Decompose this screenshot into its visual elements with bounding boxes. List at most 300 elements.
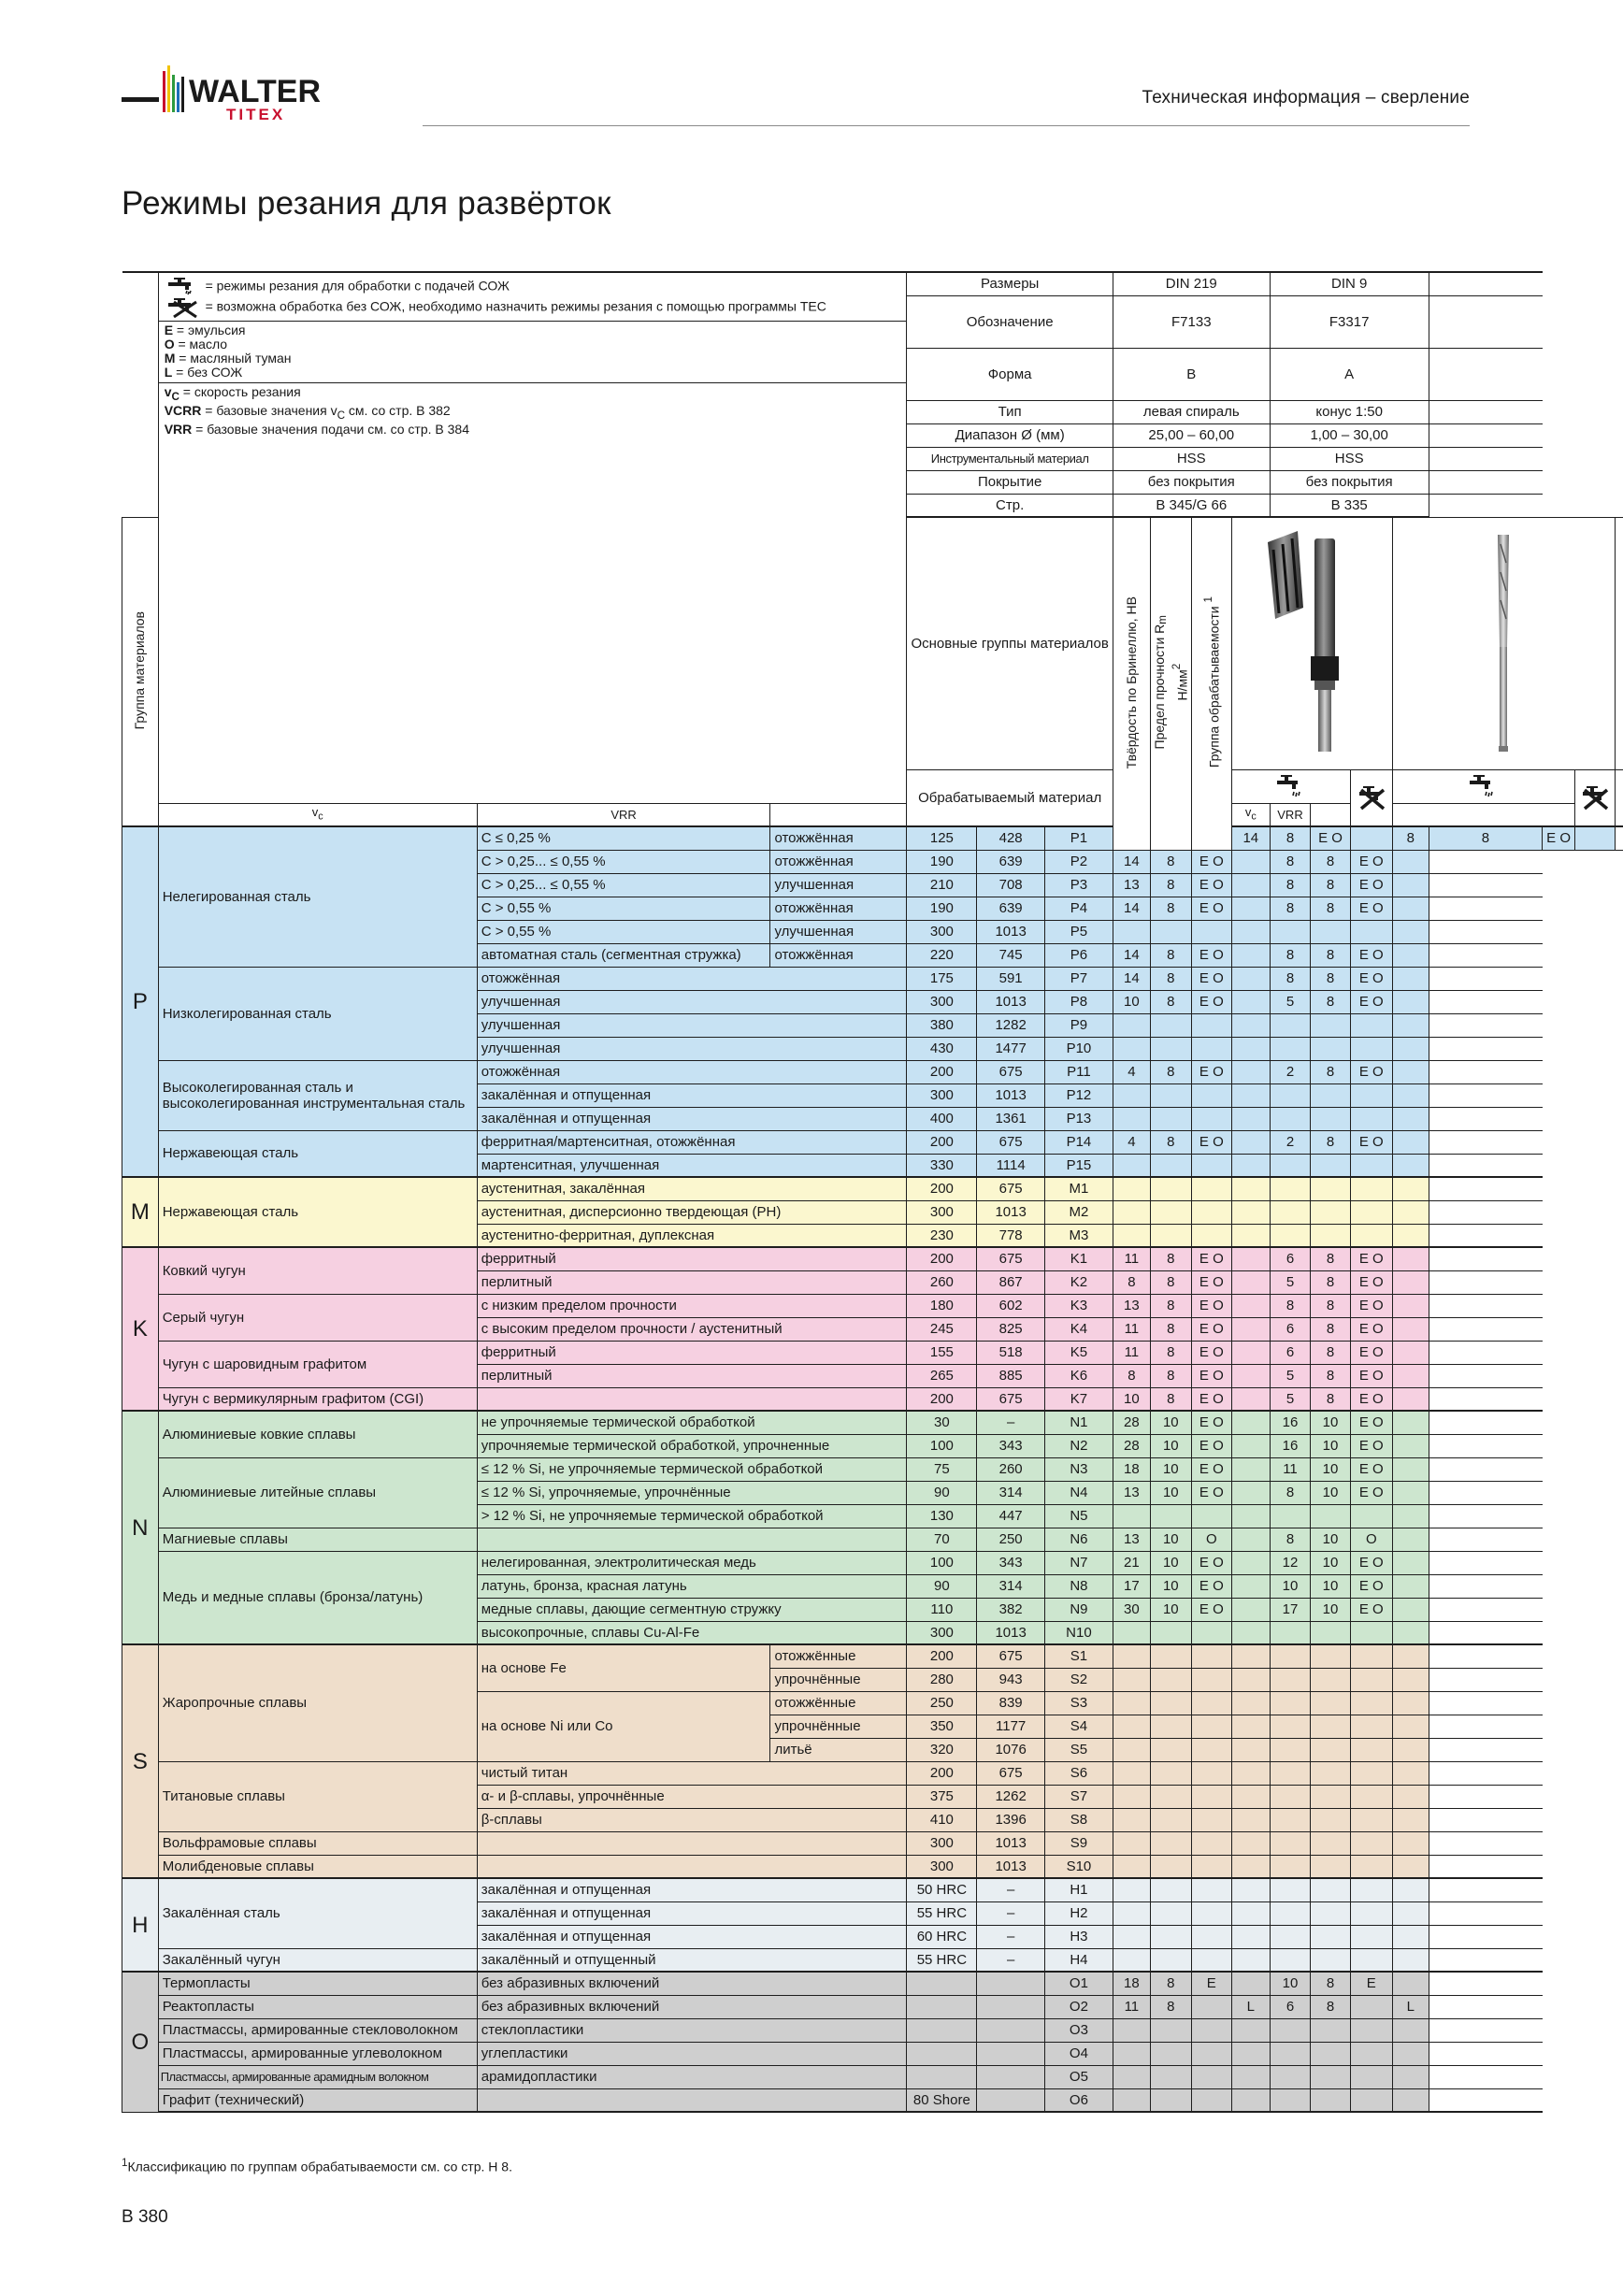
tool1-vrr [1150, 1083, 1191, 1107]
hardness-value [907, 2018, 977, 2042]
machinability-code: P10 [1045, 1037, 1113, 1060]
tool1-vrr: 8 [1150, 990, 1191, 1013]
tool1-coolant: E O [1191, 1060, 1231, 1083]
vc-header: $v_c$ [158, 803, 477, 826]
tool2-coolant [1350, 1200, 1392, 1224]
hardness-value: 400 [907, 1107, 977, 1130]
tool2-vrr: 8 [1311, 1317, 1350, 1341]
table-row [122, 1177, 1623, 1200]
table-row [122, 2042, 1623, 2065]
blank-cell [1616, 826, 1623, 850]
machinability-code: S7 [1045, 1785, 1113, 1808]
tool1-vrr [1150, 1691, 1191, 1715]
material-subgroup: Высоколегированная сталь и высоколегированная инструментальная сталь [158, 1060, 477, 1130]
material-subgroup: Нержавеющая сталь [158, 1130, 477, 1177]
tool2-coolant: E O [1350, 1598, 1392, 1621]
material-subgroup: Чугун с шаровидным графитом [158, 1341, 477, 1387]
taper-pin-reamer-image [1485, 525, 1522, 759]
material-detail [477, 1831, 907, 1855]
tool1-type: левая спираль [1113, 400, 1270, 423]
hardness-value: 190 [907, 897, 977, 920]
machinability-code: K3 [1045, 1294, 1113, 1317]
tool1-coolant [1191, 1691, 1231, 1715]
machinability-code: M1 [1045, 1177, 1113, 1200]
tool2-vrr: 8 [1311, 1294, 1350, 1317]
strength-value: 675 [977, 1247, 1045, 1270]
table-row [122, 1457, 1623, 1481]
material-subgroup: Пластмассы, армированные арамидным волокном [158, 2065, 477, 2088]
hardness-value: 110 [907, 1598, 977, 1621]
strength-value: 1013 [977, 1083, 1045, 1107]
material-detail: улучшенная [477, 1037, 907, 1060]
tool1-dry [1231, 1504, 1270, 1528]
tool1-dry [1231, 1551, 1270, 1574]
material-detail: C > 0,25... ≤ 0,55 % [477, 850, 770, 873]
strength-value [977, 2088, 1045, 2112]
tool2-vc [1270, 1761, 1311, 1785]
tool2-dry [1392, 2042, 1429, 2065]
tool1-vrr [1150, 1621, 1191, 1644]
material-detail: закалённая и отпущенная [477, 1901, 907, 1925]
tool2-vrr [1311, 2018, 1350, 2042]
material-subgroup: Медь и медные сплавы (бронза/латунь) [158, 1551, 477, 1644]
tool2-vc [1270, 2088, 1311, 2112]
material-detail: C > 0,55 % [477, 920, 770, 943]
tool2-coolant: E O [1350, 873, 1392, 897]
machinability-code: K7 [1045, 1387, 1113, 1411]
tool2-coolant: E O [1350, 1294, 1392, 1317]
material-detail: закалённая и отпущенная [477, 1107, 907, 1130]
tool2-type: конус 1:50 [1270, 400, 1429, 423]
hardness-value: 200 [907, 1177, 977, 1200]
tool1-dry [1231, 1107, 1270, 1130]
tool2-vrr: 8 [1311, 850, 1350, 873]
tool2-vrr: 8 [1311, 897, 1350, 920]
workpiece-header: Обрабатываемый материал [907, 769, 1113, 826]
tool1-vc [1113, 1831, 1150, 1855]
tool1-image [1231, 517, 1392, 769]
tool1-coolant: E O [1191, 1294, 1231, 1317]
blank-cell [1429, 1364, 1543, 1387]
tool1-vrr [1150, 1808, 1191, 1831]
tool1-coolant: E O [1311, 826, 1350, 850]
group-letter-H: H [122, 1878, 159, 1972]
machinability-code: S4 [1045, 1715, 1113, 1738]
material-detail: улучшенная [477, 990, 907, 1013]
hardness-value: 80 Shore [907, 2088, 977, 2112]
material-condition: упрочнённые [770, 1715, 907, 1738]
tool2-dry [1392, 1948, 1429, 1972]
blank-cell [1429, 990, 1543, 1013]
tool2-dry [1392, 1691, 1429, 1715]
tool2-coolant: E O [1350, 1364, 1392, 1387]
tool2-vc: 8 [1270, 1481, 1311, 1504]
tool2-vrr [1311, 1644, 1350, 1668]
tool1-coolant: E O [1191, 1364, 1231, 1387]
tool1-dry [1231, 1013, 1270, 1037]
material-detail: арамидопластики [477, 2065, 907, 2088]
machinability-code: K5 [1045, 1341, 1113, 1364]
tool2-dry [1392, 1177, 1429, 1200]
material-detail: > 12 % Si, не упрочняемые термической обработкой [477, 1504, 907, 1528]
strength-value: 675 [977, 1130, 1045, 1154]
strength-value: 778 [977, 1224, 1045, 1247]
machinability-header: Группа обрабатываемости $^1$ [1191, 517, 1231, 850]
tool2-dry [1392, 1598, 1429, 1621]
tool1-vc: 14 [1113, 967, 1150, 990]
machinability-code: N2 [1045, 1434, 1113, 1457]
tool1-coolant [1191, 1785, 1231, 1808]
machinability-code: O2 [1045, 1995, 1113, 2018]
strength-value: 943 [977, 1668, 1045, 1691]
tool1-coolant: E O [1191, 1481, 1231, 1504]
material-condition: отожжённые [770, 1644, 907, 1668]
tool1-vrr [1150, 1177, 1191, 1200]
tool2-vrr [1311, 2065, 1350, 2088]
tool1-coolant [1191, 2042, 1231, 2065]
tool2-vrr [1311, 2088, 1350, 2112]
tool1-coolant [1191, 1621, 1231, 1644]
tool1-coolant [1191, 1855, 1231, 1878]
material-detail: аустенитная, закалённая [477, 1177, 907, 1200]
material-detail: автоматная сталь (сегментная стружка) [477, 943, 770, 967]
tool1-vc: 18 [1113, 1972, 1150, 1995]
tool1-dry [1231, 1972, 1270, 1995]
tool1-material: HSS [1113, 447, 1270, 470]
hardness-value: 260 [907, 1270, 977, 1294]
tool2-coolant: E O [1543, 826, 1575, 850]
tool1-dry [1231, 1621, 1270, 1644]
machinability-code: P2 [1045, 850, 1113, 873]
blank-cell [1429, 2042, 1543, 2065]
tool1-vc: 18 [1113, 1457, 1150, 1481]
hardness-value: 60 HRC [907, 1925, 977, 1948]
tool2-coolant [1350, 1831, 1392, 1855]
material-detail [477, 2088, 907, 2112]
strength-value: 314 [977, 1481, 1045, 1504]
hardness-value: 300 [907, 1855, 977, 1878]
blank-cell [1429, 920, 1543, 943]
strength-value: 428 [977, 826, 1045, 850]
svg-text:WALTER: WALTER [189, 74, 322, 109]
table-row [122, 1855, 1623, 1878]
tool2-coolant [1350, 1948, 1392, 1972]
material-subgroup: Закалённый чугун [158, 1948, 477, 1972]
hardness-value: 100 [907, 1551, 977, 1574]
tool2-coolant [1350, 1761, 1392, 1785]
blank-cell [1429, 1083, 1543, 1107]
tool1-dry [1231, 920, 1270, 943]
tool1-vc: 13 [1113, 873, 1150, 897]
tool1-vc: 4 [1113, 1060, 1150, 1083]
strength-value: – [977, 1948, 1045, 1972]
tool1-dry [1231, 1925, 1270, 1948]
hardness-value: 200 [907, 1644, 977, 1668]
tool1-dry [1231, 1644, 1270, 1668]
tool1-dry [1231, 873, 1270, 897]
tool2-form: A [1270, 348, 1429, 400]
tool1-dry [1231, 897, 1270, 920]
tool2-dry [1392, 1013, 1429, 1037]
tool1-vrr: 10 [1150, 1457, 1191, 1481]
tool1-vrr: 10 [1150, 1528, 1191, 1551]
tool1-dry [1231, 2065, 1270, 2088]
strength-value: 885 [977, 1364, 1045, 1387]
tool1-vc [1113, 1644, 1150, 1668]
hardness-value [907, 2065, 977, 2088]
tool2-coolant: E O [1350, 967, 1392, 990]
tool1-vc [1113, 2042, 1150, 2065]
tool2-vrr [1311, 1083, 1350, 1107]
alloy-base: на основе Ni или Co [477, 1691, 770, 1761]
tool1-coolant [1191, 2065, 1231, 2088]
tool2-vc [1270, 1224, 1311, 1247]
tool1-dry [1231, 1224, 1270, 1247]
tool1-vrr [1150, 1013, 1191, 1037]
tool2-dry [1392, 1317, 1429, 1341]
strength-value: – [977, 1411, 1045, 1434]
machinability-code: S8 [1045, 1808, 1113, 1831]
tool1-vrr [1150, 1901, 1191, 1925]
tool1-coolant [1191, 2018, 1231, 2042]
tool1-coolant: E O [1191, 1434, 1231, 1457]
tool1-dry [1231, 1574, 1270, 1598]
coolant-tap-icon [165, 277, 202, 297]
group-letter-O: O [122, 1972, 159, 2112]
tool1-vrr: 8 [1150, 1972, 1191, 1995]
blank-cell [1429, 2088, 1543, 2112]
hardness-value [907, 2042, 977, 2065]
tool2-vc: 17 [1270, 1598, 1311, 1621]
hardness-value: 210 [907, 873, 977, 897]
strength-value: 1114 [977, 1154, 1045, 1177]
machinability-code: N5 [1045, 1504, 1113, 1528]
tool2-vc [1270, 2065, 1311, 2088]
header-divider [423, 125, 1470, 126]
blank-cell [1429, 1901, 1543, 1925]
tool2-vrr [1311, 1831, 1350, 1855]
machinability-code: O4 [1045, 2042, 1113, 2065]
blank-cell [1429, 1574, 1543, 1598]
tool1-coolant: E [1191, 1972, 1231, 1995]
blank-cell [1429, 1200, 1543, 1224]
material-subgroup: Закалённая сталь [158, 1878, 477, 1948]
machinability-code: S5 [1045, 1738, 1113, 1761]
tool2-dry [1392, 1411, 1429, 1434]
machinability-code: P15 [1045, 1154, 1113, 1177]
tool1-vc: 13 [1113, 1481, 1150, 1504]
blank-cell [1429, 1644, 1543, 1668]
tool2-vrr: 8 [1311, 1387, 1350, 1411]
tool1-coolant [1191, 1644, 1231, 1668]
strength-value: 1396 [977, 1808, 1045, 1831]
strength-value [977, 1972, 1045, 1995]
tool2-dry [1392, 1060, 1429, 1083]
spec-page-label: Стр. [907, 494, 1113, 517]
hardness-value: 200 [907, 1247, 977, 1270]
tool2-vrr [1311, 1668, 1350, 1691]
tool2-coolant [1350, 2018, 1392, 2042]
tool1-dry [1231, 1177, 1270, 1200]
tool1-dry [1231, 967, 1270, 990]
machinability-code: N8 [1045, 1574, 1113, 1598]
tool2-vrr [1311, 1901, 1350, 1925]
hardness-value: 280 [907, 1668, 977, 1691]
tool2-coolant: E O [1350, 1130, 1392, 1154]
tool2-vrr [1311, 1154, 1350, 1177]
tool2-vrr [1311, 1808, 1350, 1831]
material-detail: β-сплавы [477, 1808, 907, 1831]
material-detail [477, 1855, 907, 1878]
table-row [122, 1387, 1623, 1411]
tool1-vc [1113, 1691, 1150, 1715]
tool1-vrr: 8 [1150, 1387, 1191, 1411]
tool2-vrr [1311, 1715, 1350, 1738]
tool1-vc: 13 [1113, 1528, 1150, 1551]
tool2-vrr [1311, 1691, 1350, 1715]
tool2-vrr: 10 [1311, 1528, 1350, 1551]
tool2-coolant [1350, 1691, 1392, 1715]
tool2-vc [1270, 1200, 1311, 1224]
material-detail: отожжённая [477, 1060, 907, 1083]
tool2-std: DIN 9 [1270, 272, 1429, 295]
material-detail: ферритный [477, 1247, 907, 1270]
machinability-code: S6 [1045, 1761, 1113, 1785]
hardness-value: 155 [907, 1341, 977, 1364]
group-letter-K: K [122, 1247, 159, 1411]
tool2-coolant [1350, 1154, 1392, 1177]
material-detail: улучшенная [477, 1013, 907, 1037]
tool2-coolant [1350, 2088, 1392, 2112]
tool2-vc: 16 [1270, 1411, 1311, 1434]
machinability-code: N4 [1045, 1481, 1113, 1504]
machinability-code: N7 [1045, 1551, 1113, 1574]
tool2-vc: 2 [1270, 1060, 1311, 1083]
tool1-vrr [1150, 1761, 1191, 1785]
tool2-vrr: 8 [1311, 990, 1350, 1013]
tool1-dry [1231, 1481, 1270, 1504]
tool1-vc: 13 [1113, 1294, 1150, 1317]
tool1-coolant: E O [1191, 1387, 1231, 1411]
blank-cell [1429, 1457, 1543, 1481]
strength-value: 675 [977, 1644, 1045, 1668]
tool2-coolant [1350, 1738, 1392, 1761]
tool2-vc: 11 [1270, 1457, 1311, 1481]
hardness-value: 90 [907, 1481, 977, 1504]
tool2-vc: 6 [1270, 1317, 1311, 1341]
tool1-vc: 8 [1113, 1270, 1150, 1294]
tool2-dry [1392, 1434, 1429, 1457]
tool2-coolant [1350, 1013, 1392, 1037]
tool1-coolant: E O [1191, 1341, 1231, 1364]
tool2-vc: 5 [1270, 1270, 1311, 1294]
material-detail: углепластики [477, 2042, 907, 2065]
tool2-dry [1392, 2065, 1429, 2088]
blank-cell [1429, 1855, 1543, 1878]
strength-value: 1177 [977, 1715, 1045, 1738]
tool1-vc [1113, 1200, 1150, 1224]
tool1-dry [1231, 1528, 1270, 1551]
material-detail: высокопрочные, сплавы Cu-Al-Fe [477, 1621, 907, 1644]
strength-value: 1013 [977, 920, 1045, 943]
section-title: Техническая информация – сверление [1142, 88, 1470, 108]
blank-cell [1429, 897, 1543, 920]
tool1-vc [1113, 1504, 1150, 1528]
tool2-vc: 8 [1270, 897, 1311, 920]
page-number: B 380 [122, 2207, 168, 2227]
tool2-coolant: E O [1350, 1317, 1392, 1341]
blank-cell [1429, 850, 1543, 873]
tool2-coating: без покрытия [1270, 470, 1429, 494]
machinability-code: P12 [1045, 1083, 1113, 1107]
tool1-vrr: 10 [1150, 1598, 1191, 1621]
strength-value: 1477 [977, 1037, 1045, 1060]
table-cell [770, 803, 907, 826]
tool2-vc [1270, 1668, 1311, 1691]
tool1-coolant [1191, 920, 1231, 943]
tool1-vc [1113, 2088, 1150, 2112]
tool2-coolant [1350, 1715, 1392, 1738]
tool1-vrr [1150, 2065, 1191, 2088]
tool1-coolant: E O [1191, 873, 1231, 897]
tool1-vrr: 8 [1150, 943, 1191, 967]
hardness-value: 300 [907, 990, 977, 1013]
tool2-vrr: 8 [1311, 1247, 1350, 1270]
tool1-coolant [1191, 1083, 1231, 1107]
machinability-code: H2 [1045, 1901, 1113, 1925]
tool1-vc: 4 [1113, 1130, 1150, 1154]
tool1-vc [1113, 1855, 1150, 1878]
tool1-dry [1231, 943, 1270, 967]
tool1-vc [1113, 1948, 1150, 1972]
material-detail: упрочняемые термической обработкой, упрочненные [477, 1434, 907, 1457]
hardness-value: 375 [907, 1785, 977, 1808]
vrr-header: VRR [477, 803, 770, 826]
strength-value: 1013 [977, 1831, 1045, 1855]
tool1-dry [1231, 1364, 1270, 1387]
tool2-vc: 16 [1270, 1434, 1311, 1457]
tool2-vrr: 8 [1311, 967, 1350, 990]
tool1-vrr [1150, 1925, 1191, 1948]
machinability-code: N10 [1045, 1621, 1113, 1644]
spec-type-label: Тип [907, 400, 1113, 423]
tool1-coolant [1191, 1831, 1231, 1855]
tool2-coolant-icon [1392, 769, 1574, 803]
material-detail [477, 1387, 907, 1411]
tool2-vc [1270, 1948, 1311, 1972]
tool2-vc [1270, 1504, 1311, 1528]
group-letter-S: S [122, 1644, 159, 1878]
tool2-vrr [1311, 1785, 1350, 1808]
material-group-header: Группа материалов [122, 517, 159, 826]
tool2-vc [1270, 1785, 1311, 1808]
tool1-dry [1231, 850, 1270, 873]
strength-value: 839 [977, 1691, 1045, 1715]
tool1-vrr: 10 [1150, 1411, 1191, 1434]
material-subgroup: Чугун с вермикулярным графитом (CGI) [158, 1387, 477, 1411]
tool2-vrr: 8 [1311, 1060, 1350, 1083]
tool1-coolant [1191, 1107, 1231, 1130]
tool2-coolant: E O [1350, 1247, 1392, 1270]
tool2-dry [1392, 850, 1429, 873]
strength-value: 1013 [977, 1855, 1045, 1878]
machinability-code: H3 [1045, 1925, 1113, 1948]
strength-value: 867 [977, 1270, 1045, 1294]
tool2-dry [1392, 1247, 1429, 1270]
tool1-coolant: E O [1191, 897, 1231, 920]
tool1-vc [1113, 1107, 1150, 1130]
tool1-vrr: 8 [1150, 1060, 1191, 1083]
